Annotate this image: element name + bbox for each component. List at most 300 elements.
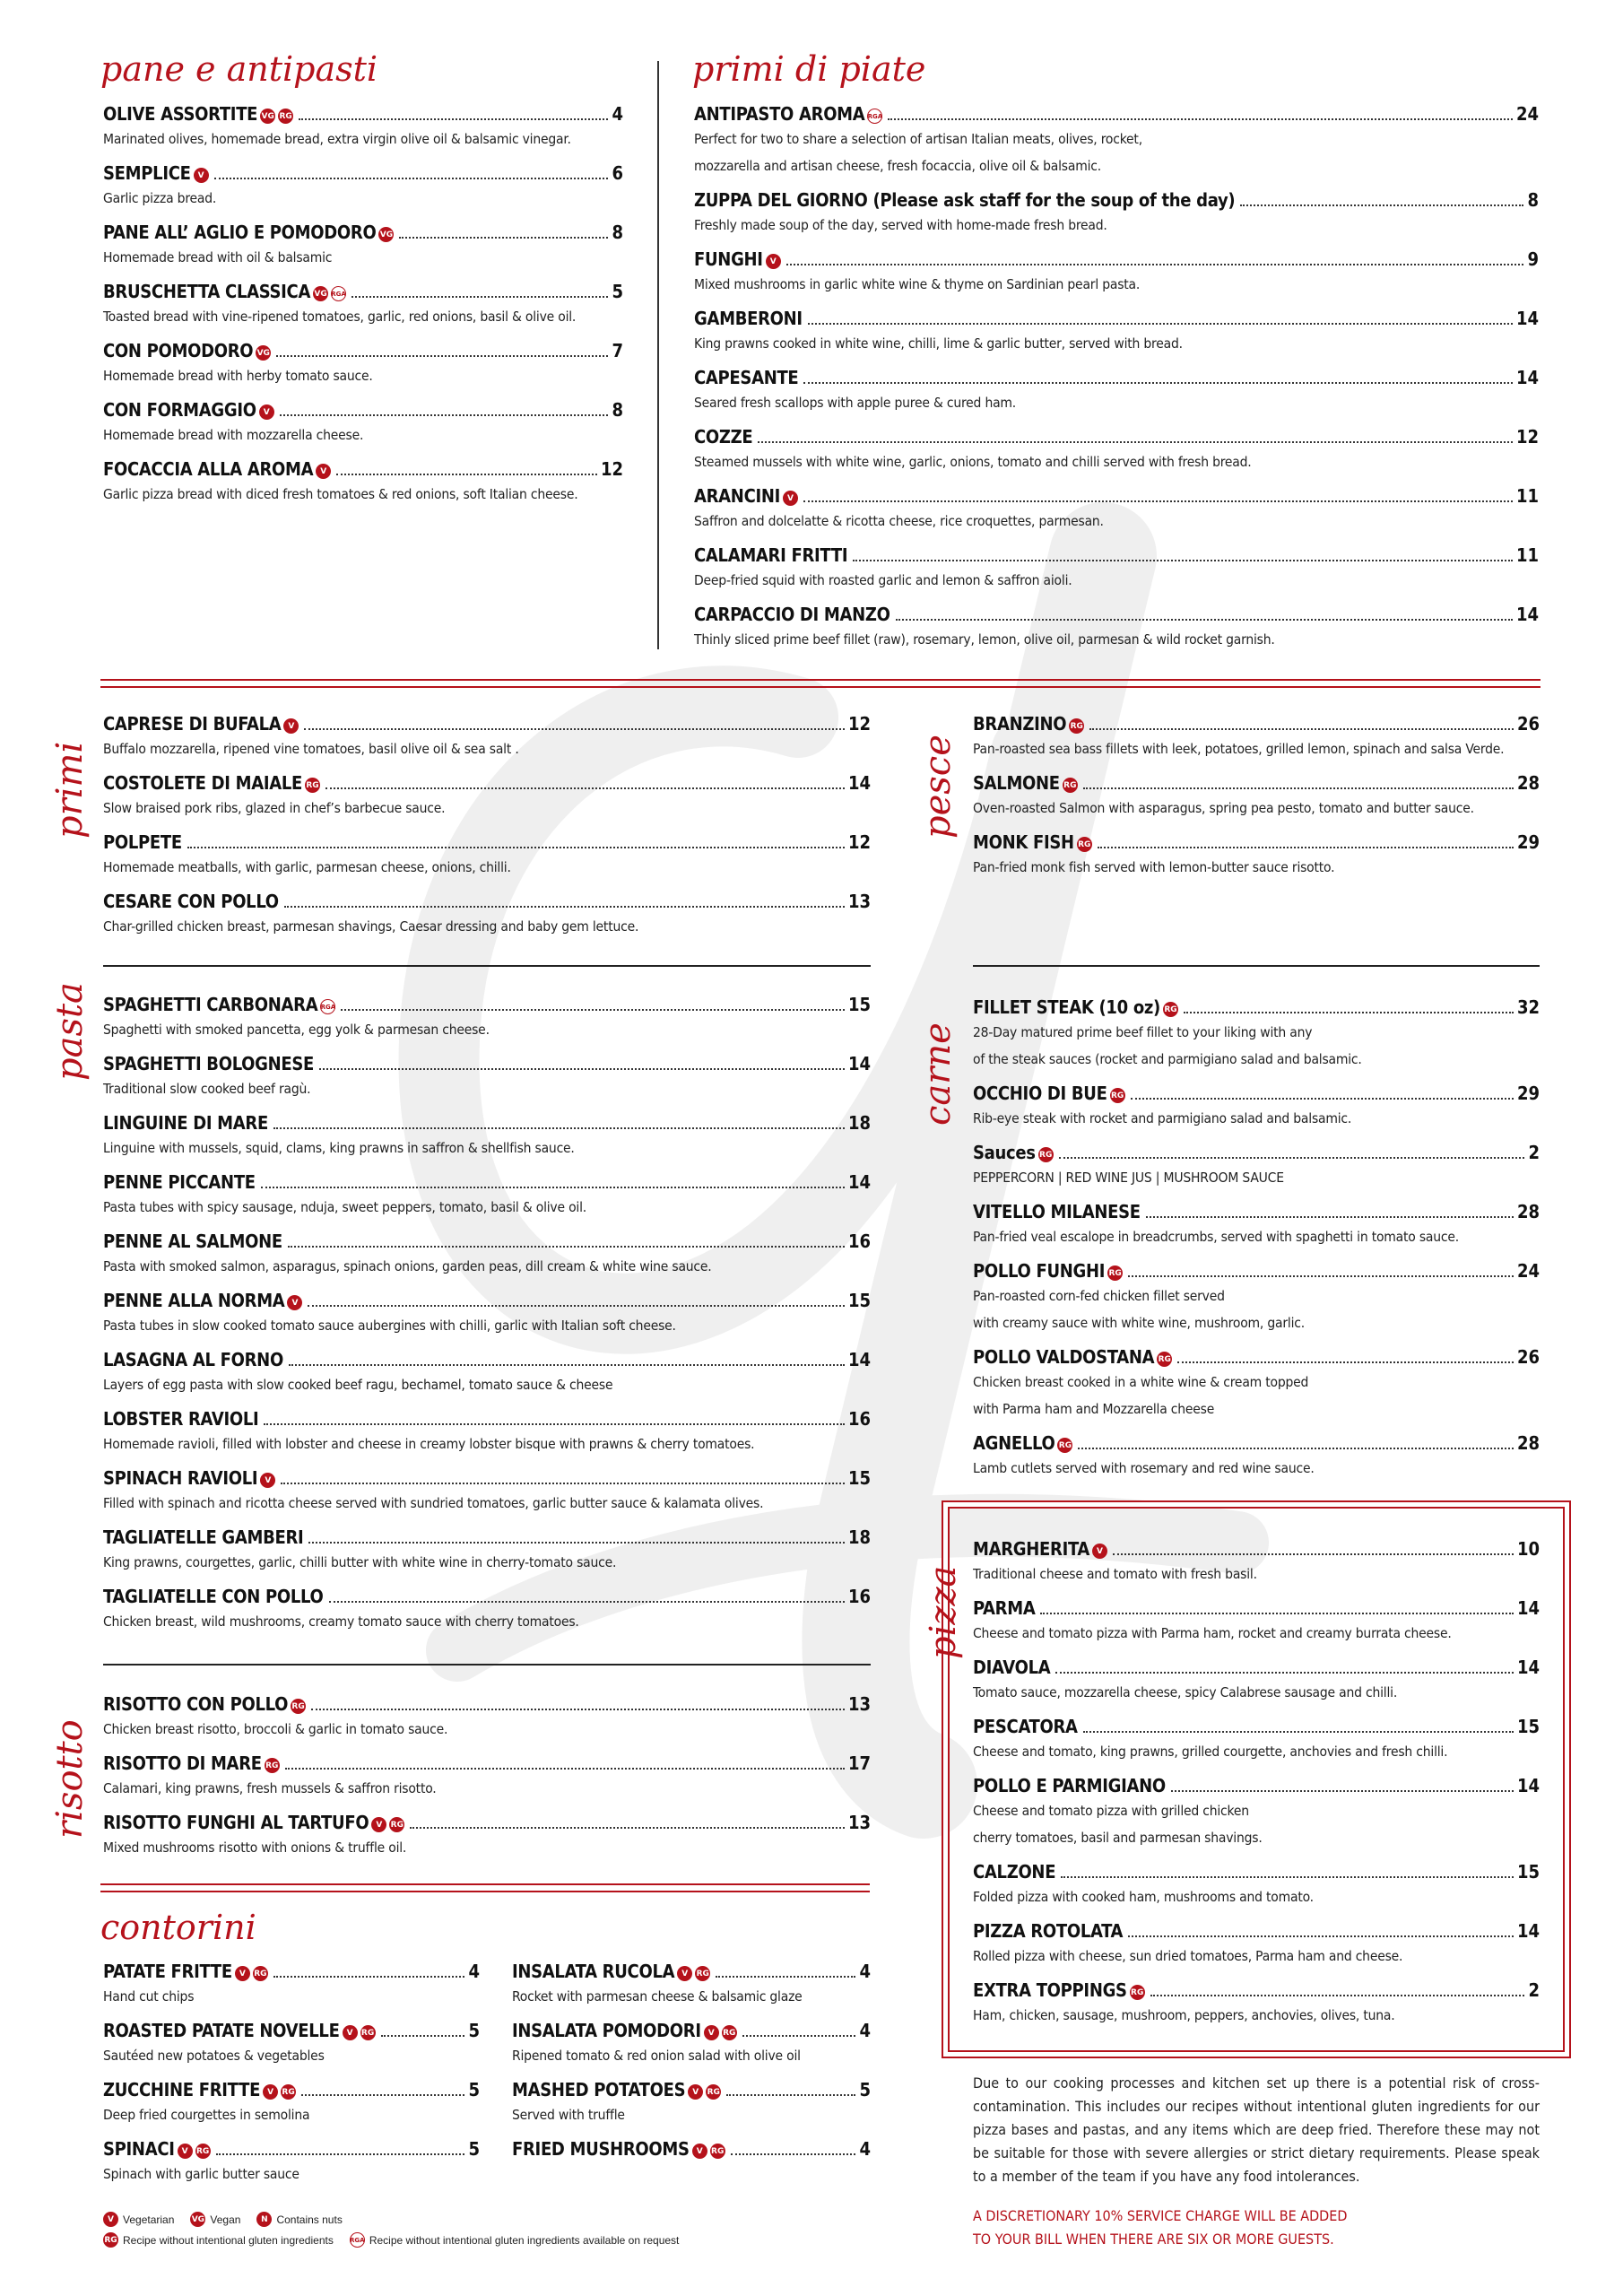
- vegetarian-icon: V: [103, 2212, 118, 2227]
- menu-item-spinaci: [103, 2131, 480, 2187]
- gluten-free-icon: RG: [695, 1966, 710, 1981]
- section-title-pasta: pasta: [49, 982, 91, 1081]
- gluten-free-on-request-icon: RGA: [350, 2232, 365, 2248]
- dot-leader: [1171, 1790, 1514, 1792]
- menu-item-header: [694, 360, 1539, 389]
- menu-item-branzino: [973, 706, 1540, 762]
- menu-item-header: [103, 824, 871, 854]
- menu-item-header: [512, 2072, 871, 2101]
- item-price: 13: [847, 891, 871, 912]
- menu-item-header: [512, 1953, 871, 1983]
- menu-item-caprese-di-bufala: [103, 706, 871, 762]
- gluten-free-icon: RG: [103, 2232, 118, 2248]
- legend-vegan: VG Vegan: [191, 2213, 241, 2226]
- dot-leader: [273, 1127, 845, 1129]
- vegetarian-icon: V: [260, 1473, 275, 1488]
- menu-item-header: [973, 1768, 1540, 1797]
- item-description: Pan-roasted sea bass fillets with leek, potatoes, grilled lemon, spinach and salsa Verde.: [973, 741, 1505, 757]
- menu-item-margherita: [973, 1531, 1540, 1587]
- dot-leader: [319, 1068, 845, 1070]
- vegetarian-icon: V: [677, 1966, 692, 1981]
- item-description: Calamari, king prawns, fresh mussels & saffron risotto.: [103, 1780, 437, 1796]
- section-title-pesce: pesce: [917, 735, 959, 839]
- gluten-free-icon: RG: [1077, 837, 1092, 852]
- divider: [103, 965, 871, 967]
- vegetarian-icon: V: [194, 168, 209, 183]
- item-name: INSALATA RUCOLA: [512, 1961, 675, 1982]
- menu-item-spinach-ravioli: [103, 1460, 871, 1517]
- item-name: VITELLO MILANESE: [973, 1201, 1141, 1222]
- menu-item-calzone: [973, 1854, 1540, 1910]
- item-name: POLLO VALDOSTANA: [973, 1346, 1155, 1368]
- item-name: PENNE AL SALMONE: [103, 1231, 282, 1252]
- menu-item-header: [103, 2013, 480, 2042]
- gluten-free-icon: RG: [281, 2084, 296, 2100]
- item-price: 14: [1515, 367, 1539, 388]
- dot-leader: [1131, 1098, 1514, 1100]
- item-price: 12: [847, 831, 871, 853]
- dot-leader: [276, 355, 608, 357]
- gluten-free-icon: RG: [1157, 1352, 1172, 1367]
- dot-leader: [261, 1187, 845, 1188]
- item-name: RISOTTO CON POLLO: [103, 1693, 289, 1715]
- nuts-icon: N: [256, 2212, 272, 2227]
- item-description: Deep fried courgettes in semolina: [103, 2107, 310, 2123]
- item-name: ZUCCHINE FRITTE: [103, 2079, 261, 2100]
- dot-leader: [299, 118, 608, 120]
- item-description: Chicken breast, wild mushrooms, creamy tomato sauce with cherry tomatoes.: [103, 1613, 579, 1630]
- menu-item-monk-fish: [973, 824, 1540, 881]
- menu-item-header: [973, 765, 1540, 795]
- item-price: 14: [1516, 1775, 1540, 1796]
- vegetarian-icon: V: [259, 404, 274, 420]
- item-price: 4: [468, 1961, 480, 1982]
- item-description: Linguine with mussels, squid, clams, king prawns in saffron & shellfish sauce.: [103, 1140, 575, 1156]
- vegan-icon: VG: [190, 2212, 205, 2227]
- legend-vegetarian: V Vegetarian: [103, 2212, 174, 2227]
- item-name: PARMA: [973, 1597, 1036, 1619]
- service-charge-line: A DISCRETIONARY 10% SERVICE CHARGE WILL BE ADDED: [973, 2207, 1348, 2224]
- item-description: with Parma ham and Mozzarella cheese: [973, 1401, 1215, 1417]
- gluten-free-icon: RG: [389, 1817, 404, 1832]
- item-price: 14: [1516, 1920, 1540, 1942]
- dot-leader: [1078, 1448, 1513, 1449]
- item-name: AGNELLO: [973, 1432, 1055, 1454]
- item-description: mozzarella and artisan cheese, fresh focaccia, olive oil & balsamic.: [694, 158, 1101, 174]
- item-price: 5: [859, 2079, 871, 2100]
- item-price: 14: [847, 1171, 871, 1193]
- item-description: Mixed mushrooms risotto with onions & truffle oil.: [103, 1839, 407, 1856]
- menu-item-header: [103, 883, 871, 913]
- dot-leader: [1177, 1361, 1514, 1363]
- menu-item-header: [103, 2072, 480, 2101]
- section-title-primi-di-piate: primi di piate: [692, 49, 926, 89]
- item-name: CESARE CON POLLO: [103, 891, 279, 912]
- menu-item-cozze: [694, 419, 1539, 475]
- menu-item-header: [973, 1649, 1540, 1679]
- dot-leader: [1146, 1216, 1514, 1218]
- item-name: Sauces: [973, 1142, 1036, 1163]
- item-name: CON FORMAGGIO: [103, 399, 256, 421]
- dot-leader: [264, 1423, 845, 1425]
- menu-item-header: [103, 1519, 871, 1549]
- menu-item-mashed-potatoes: [512, 2072, 871, 2128]
- dot-leader: [1240, 204, 1523, 206]
- menu-item-header: [103, 1342, 871, 1371]
- menu-item-header: [694, 96, 1539, 126]
- vegetarian-icon: V: [766, 254, 781, 269]
- dot-leader: [308, 1305, 845, 1307]
- item-price: 16: [847, 1408, 871, 1430]
- item-description: Perfect for two to share a selection of artisan Italian meats, olives, rocket,: [694, 131, 1142, 147]
- dot-leader: [1150, 1995, 1525, 1996]
- item-name: OLIVE ASSORTITE: [103, 103, 258, 125]
- dot-leader: [853, 560, 1513, 561]
- item-price: 28: [1516, 1201, 1540, 1222]
- dot-leader: [304, 728, 845, 730]
- section-title-primi: primi: [49, 741, 91, 839]
- item-name: PESCATORA: [973, 1716, 1078, 1737]
- dot-leader: [308, 1542, 845, 1544]
- item-description: Rocket with parmesan cheese & balsamic glaze: [512, 1988, 803, 2005]
- item-description: Homemade bread with herby tomato sauce.: [103, 368, 373, 384]
- item-description: Chicken breast cooked in a white wine & cream topped: [973, 1374, 1309, 1390]
- menu-list-pane: [103, 96, 623, 508]
- item-name: LASAGNA AL FORNO: [103, 1349, 283, 1370]
- menu-item-sauces: [973, 1135, 1540, 1191]
- menu-item-header: [103, 1105, 871, 1135]
- item-name: ANTIPASTO AROMA: [694, 103, 865, 125]
- menu-item-header: [694, 596, 1539, 626]
- section-title-risotto: risotto: [49, 1719, 91, 1839]
- item-price: 14: [1515, 308, 1539, 329]
- item-price: 15: [847, 1467, 871, 1489]
- item-description: Pan-fried monk fish served with lemon-butter sauce risotto.: [973, 859, 1335, 875]
- menu-item-header: [973, 824, 1540, 854]
- item-price: 16: [847, 1231, 871, 1252]
- item-price: 24: [1516, 1260, 1540, 1282]
- menu-item-header: [103, 1578, 871, 1608]
- menu-item-header: [694, 537, 1539, 567]
- item-price: 2: [1528, 1142, 1540, 1163]
- section-title-carne: carne: [917, 1022, 959, 1126]
- item-price: 16: [847, 1586, 871, 1607]
- menu-item-header: [694, 478, 1539, 508]
- item-price: 10: [1516, 1538, 1540, 1560]
- dot-leader: [329, 1601, 845, 1603]
- vegetarian-icon: V: [178, 2144, 193, 2159]
- menu-item-parma: [973, 1590, 1540, 1647]
- item-price: 15: [1516, 1716, 1540, 1737]
- gluten-free-icon: RG: [360, 2025, 376, 2040]
- menu-item-zuppa-del-giorno-please-ask-staff-for-the-soup-of-the-day: [694, 182, 1539, 239]
- item-name: CALAMARI FRITTI: [694, 544, 848, 566]
- item-description: Pasta tubes with spicy sausage, nduja, sweet peppers, tomato, basil & olive oil.: [103, 1199, 586, 1215]
- menu-item-pollo-funghi: [973, 1253, 1540, 1336]
- item-price: 6: [612, 162, 623, 184]
- item-price: 32: [1516, 996, 1540, 1018]
- dot-leader: [301, 2094, 464, 2096]
- item-price: 14: [1516, 1597, 1540, 1619]
- item-name: BRANZINO: [973, 713, 1067, 735]
- menu-item-pizza-rotolata: [973, 1913, 1540, 1970]
- menu-item-penne-piccante: [103, 1164, 871, 1221]
- menu-item-tagliatelle-gamberi: [103, 1519, 871, 1576]
- item-name: GAMBERONI: [694, 308, 803, 329]
- gluten-free-icon: RG: [253, 1966, 268, 1981]
- item-description: Spinach with garlic butter sauce: [103, 2166, 299, 2182]
- gluten-free-icon: RG: [1069, 718, 1084, 734]
- menu-item-header: [103, 1745, 871, 1775]
- vegetarian-icon: V: [704, 2025, 719, 2040]
- item-description: Homemade bread with mozzarella cheese.: [103, 427, 364, 443]
- item-description: PEPPERCORN | RED WINE JUS | MUSHROOM SAUCE: [973, 1170, 1284, 1186]
- menu-item-spaghetti-bolognese: [103, 1046, 871, 1102]
- item-name: MARGHERITA: [973, 1538, 1090, 1560]
- dot-leader: [1098, 847, 1514, 848]
- item-description: Homemade bread with oil & balsamic: [103, 249, 333, 265]
- item-price: 4: [859, 2138, 871, 2160]
- item-name: LINGUINE DI MARE: [103, 1112, 268, 1134]
- item-name: FUNGHI: [694, 248, 763, 270]
- gluten-free-icon: RG: [1038, 1147, 1054, 1162]
- dot-leader: [1059, 1157, 1525, 1159]
- menu-item-funghi: [694, 241, 1539, 298]
- item-description: Pasta with smoked salmon, asparagus, spinach onions, garden peas, dill cream & white wine sauce.: [103, 1258, 712, 1274]
- item-description: Tomato sauce, mozzarella cheese, spicy Calabrese sausage and chilli.: [973, 1684, 1398, 1700]
- gluten-free-icon: RG: [1110, 1088, 1125, 1103]
- menu-item-header: [103, 2131, 480, 2161]
- vegetarian-icon: V: [1092, 1544, 1107, 1559]
- item-price: 14: [847, 1053, 871, 1074]
- item-price: 5: [612, 281, 623, 302]
- item-price: 13: [847, 1693, 871, 1715]
- dot-leader: [1184, 1012, 1514, 1013]
- menu-item-insalata-pomodori: [512, 2013, 871, 2069]
- item-name: CAPESANTE: [694, 367, 799, 388]
- dot-leader: [336, 474, 597, 475]
- item-name: INSALATA POMODORI: [512, 2020, 701, 2041]
- menu-item-header: [103, 765, 871, 795]
- dot-leader: [896, 619, 1513, 621]
- item-price: 14: [1516, 1657, 1540, 1678]
- dot-leader: [284, 906, 845, 908]
- item-description: Rib-eye steak with rocket and parmigiano salad and balsamic.: [973, 1110, 1352, 1126]
- dot-leader: [341, 1009, 845, 1011]
- item-description: Pan-fried veal escalope in breadcrumbs, served with spaghetti in tomato sauce.: [973, 1229, 1459, 1245]
- item-price: 8: [612, 399, 623, 421]
- dot-leader: [731, 2153, 856, 2155]
- gluten-free-icon: RG: [1130, 1985, 1145, 2000]
- gluten-free-icon: RG: [706, 2084, 721, 2100]
- item-price: 15: [847, 1290, 871, 1311]
- gluten-free-icon: RG: [710, 2144, 725, 2159]
- menu-item-pane-all-aglio-e-pomodoro: [103, 214, 623, 271]
- item-description: cherry tomatoes, basil and parmesan shavings.: [973, 1830, 1263, 1846]
- item-name: BRUSCHETTA CLASSICA: [103, 281, 311, 302]
- divider: [103, 1664, 871, 1665]
- gluten-free-icon: RG: [1107, 1265, 1123, 1281]
- item-description: Ripened tomato & red onion salad with olive oil: [512, 2048, 801, 2064]
- menu-item-header: [973, 989, 1540, 1019]
- menu-item-header: [103, 451, 623, 481]
- item-name: SALMONE: [973, 772, 1060, 794]
- item-name: OCCHIO DI BUE: [973, 1083, 1107, 1104]
- item-description: Mixed mushrooms in garlic white wine & thyme on Sardinian pearl pasta.: [694, 276, 1141, 292]
- vegan-icon: VG: [378, 227, 394, 242]
- menu-item-risotto-con-pollo: [103, 1686, 871, 1743]
- item-name: POLLO FUNGHI: [973, 1260, 1106, 1282]
- item-description: Marinated olives, homemade bread, extra virgin olive oil & balsamic vinegar.: [103, 131, 571, 147]
- item-name: TAGLIATELLE GAMBERI: [103, 1526, 304, 1548]
- menu-list-primi: [103, 706, 871, 940]
- menu-item-header: [973, 1339, 1540, 1369]
- menu-item-header: [973, 1972, 1540, 2002]
- item-price: 12: [600, 458, 623, 480]
- item-description: Homemade ravioli, filled with lobster and cheese in creamy lobster bisque with prawns & cherry tomatoes.: [103, 1436, 755, 1452]
- item-description: Hand cut chips: [103, 1988, 195, 2005]
- menu-item-header: [694, 419, 1539, 448]
- gluten-free-icon: RG: [291, 1699, 306, 1714]
- dot-leader: [888, 118, 1513, 120]
- section-title-contorini: contorini: [100, 1908, 256, 1947]
- dot-leader: [352, 296, 608, 298]
- item-description: King prawns, courgettes, garlic, chilli butter with white wine in cherry-tomato sauce.: [103, 1554, 617, 1570]
- dot-leader: [1128, 1275, 1514, 1277]
- item-name: PIZZA ROTOLATA: [973, 1920, 1124, 1942]
- item-description: Garlic pizza bread.: [103, 190, 217, 206]
- divider-double: [100, 679, 1541, 688]
- menu-item-header: [973, 1590, 1540, 1620]
- menu-item-roasted-patate-novelle: [103, 2013, 480, 2069]
- item-name: PENNE ALLA NORMA: [103, 1290, 285, 1311]
- menu-list-primi-di-piate: [694, 96, 1539, 653]
- gluten-free-on-request-icon: RGA: [867, 109, 882, 124]
- menu-item-header: [694, 241, 1539, 271]
- menu-item-header: [973, 1075, 1540, 1105]
- menu-item-header: [103, 1283, 871, 1312]
- item-description: Layers of egg pasta with slow cooked beef ragu, bechamel, tomato sauce & cheese: [103, 1377, 613, 1393]
- menu-item-pescatora: [973, 1709, 1540, 1765]
- item-price: 18: [847, 1112, 871, 1134]
- item-name: SPINACH RAVIOLI: [103, 1467, 258, 1489]
- menu-item-header: [973, 1913, 1540, 1943]
- menu-list-pasta: [103, 987, 871, 1635]
- gluten-free-icon: RG: [265, 1758, 280, 1773]
- item-price: 29: [1516, 1083, 1540, 1104]
- item-name: DIAVOLA: [973, 1657, 1051, 1678]
- item-name: CALZONE: [973, 1861, 1056, 1883]
- dot-leader: [288, 1246, 845, 1248]
- item-price: 26: [1516, 713, 1540, 735]
- item-description: Traditional slow cooked beef ragù.: [103, 1081, 311, 1097]
- menu-item-header: [103, 1686, 871, 1716]
- item-price: 7: [612, 340, 623, 361]
- item-name: ROASTED PATATE NOVELLE: [103, 2020, 340, 2041]
- item-name: EXTRA TOPPINGS: [973, 1979, 1127, 2001]
- menu-item-header: [973, 1531, 1540, 1561]
- item-price: 28: [1516, 772, 1540, 794]
- menu-item-header: [103, 706, 871, 735]
- vegetarian-icon: V: [263, 2084, 278, 2100]
- menu-item-header: [103, 1953, 480, 1983]
- menu-item-header: [103, 987, 871, 1016]
- item-name: ZUPPA DEL GIORNO (Please ask staff for the soup of the day): [694, 189, 1236, 211]
- dot-leader: [280, 414, 609, 416]
- item-name: SPINACI: [103, 2138, 175, 2160]
- menu-item-bruschetta-classica: [103, 274, 623, 330]
- menu-item-agnello: [973, 1425, 1540, 1482]
- vegetarian-icon: V: [235, 1966, 250, 1981]
- item-description: Cheese and tomato pizza with grilled chicken: [973, 1803, 1249, 1819]
- item-description: Traditional cheese and tomato with fresh basil.: [973, 1566, 1257, 1582]
- item-description: Pasta tubes in slow cooked tomato sauce aubergines with chilli, garlic with Italian soft cheese.: [103, 1318, 676, 1334]
- dot-leader: [410, 1827, 845, 1829]
- dot-leader: [214, 178, 609, 179]
- menu-list-carne: [973, 989, 1540, 1482]
- dot-leader: [281, 1483, 845, 1484]
- item-description: Garlic pizza bread with diced fresh tomatoes & red onions, soft Italian cheese.: [103, 486, 578, 502]
- item-price: 11: [1515, 544, 1539, 566]
- menu-item-header: [103, 1460, 871, 1490]
- vegetarian-icon: V: [343, 2025, 358, 2040]
- item-description: Filled with spinach and ricotta cheese served with sundried tomatoes, garlic butter sauce & kalamata olives.: [103, 1495, 764, 1511]
- dot-leader: [726, 2094, 855, 2096]
- item-description: of the steak sauces (rocket and parmigiano salad and balsamic.: [973, 1051, 1362, 1067]
- menu-list-pesce: [973, 706, 1540, 881]
- column-divider: [657, 61, 659, 649]
- menu-item-header: [103, 1046, 871, 1075]
- legend-gluten-free-on-request: RGA Recipe without intentional gluten ingredients available on request: [350, 2233, 680, 2247]
- item-price: 14: [847, 772, 871, 794]
- item-price: 18: [847, 1526, 871, 1548]
- dietary-legend: [103, 2212, 749, 2248]
- dot-leader: [742, 2035, 856, 2037]
- menu-item-diavola: [973, 1649, 1540, 1706]
- item-name: SPAGHETTI BOLOGNESE: [103, 1053, 315, 1074]
- item-name: PENNE PICCANTE: [103, 1171, 256, 1193]
- menu-item-pollo-e-parmigiano: [973, 1768, 1540, 1851]
- menu-item-header: [103, 96, 623, 126]
- item-description: Saffron and dolcelatte & ricotta cheese, rice croquettes, parmesan.: [694, 513, 1104, 529]
- item-price: 13: [847, 1812, 871, 1833]
- item-description: Sautéed new potatoes & vegetables: [103, 2048, 325, 2064]
- menu-item-spaghetti-carbonara: [103, 987, 871, 1043]
- menu-item-header: [103, 1401, 871, 1431]
- menu-item-header: [103, 1223, 871, 1253]
- vegetarian-icon: V: [371, 1817, 386, 1832]
- item-description: Oven-roasted Salmon with asparagus, spring pea pesto, tomato and butter sauce.: [973, 800, 1474, 816]
- item-description: Served with truffle: [512, 2107, 625, 2123]
- dot-leader: [399, 237, 608, 239]
- menu-item-vitello-milanese: [973, 1194, 1540, 1250]
- menu-item-con-pomodoro: [103, 333, 623, 389]
- dot-leader: [1040, 1613, 1513, 1614]
- menu-item-focaccia-alla-aroma: [103, 451, 623, 508]
- menu-item-costolete-di-maiale: [103, 765, 871, 822]
- item-description: Lamb cutlets served with rosemary and red wine sauce.: [973, 1460, 1315, 1476]
- item-name: FOCACCIA ALLA AROMA: [103, 458, 314, 480]
- item-price: 15: [1516, 1861, 1540, 1883]
- menu-list-contorini-left: [103, 1953, 480, 2187]
- menu-item-carpaccio-di-manzo: [694, 596, 1539, 653]
- menu-item-header: [103, 1805, 871, 1834]
- dot-leader: [311, 1709, 845, 1710]
- menu-item-salmone: [973, 765, 1540, 822]
- menu-item-header: [103, 155, 623, 185]
- item-name: PANE ALL’ AGLIO E POMODORO: [103, 222, 377, 243]
- menu-item-header: [694, 300, 1539, 330]
